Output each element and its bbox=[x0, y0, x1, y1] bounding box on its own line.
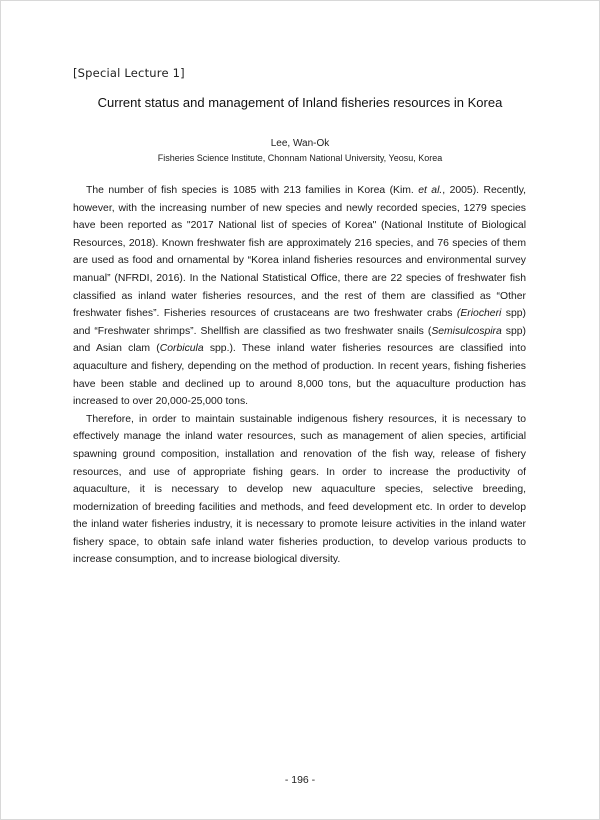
author-affiliation: Fisheries Science Institute, Chonnam National University, Yeosu, Korea bbox=[157, 153, 443, 163]
author-name: Lee, Wan-Ok bbox=[270, 138, 330, 149]
page-number: - 196 - bbox=[284, 774, 316, 786]
paragraph-1-italic-d: Corbicula bbox=[159, 343, 204, 355]
paragraph-1-text-c: spp) and “Freshwater shrimps”. Shellfish are classified as two freshwater snails ( bbox=[73, 308, 526, 337]
paragraph-1-italic-c: Semisulcospira bbox=[431, 325, 502, 337]
paragraph-1 bbox=[73, 182, 526, 411]
paragraph-1-text-b: , 2005). Recently, however, with the increasing number of new species and newly recorded species, 1279 species have been reported as "2017 National list of species of Korea" (National Institute of Biological Resources, 2018). Known freshwater fish are approximately 216 species, and 76 species of them are used as food and ornamental by “Korea inland fisheries resources and environmental survey manual” (NFRDI, 2016). In the National Statistical Office, there are 22 species of freshwater fish classified as inland water fisheries resources, and the rest of them are classified as “Other freshwater fishes”. Fisheries resources of crustaceans are two freshwater crabs bbox=[73, 185, 527, 320]
article-body bbox=[73, 182, 526, 569]
section-tag: [Special Lecture 1] bbox=[73, 66, 185, 80]
paragraph-1-text-d: spp) and Asian clam ( bbox=[73, 325, 526, 355]
paragraph-1-text-e: spp.). These inland water fisheries resources are classified into aquaculture and fishery, depending on the method of production. In recent years, fishing fisheries have been stable and declined up to around 8,000 tons, but the aquaculture production has increased to over 20,000-25,000 tons. bbox=[73, 343, 526, 408]
paragraph-1-italic-b: (Eriocheri bbox=[456, 308, 502, 320]
paragraph-2: Therefore, in order to maintain sustainable indigenous fishery resources, it is necessary to effectively manage the inland water resources, such as management of alien species, artificial spawning ground composition, installation and renovation of the fish way, release of fishery resources, and use of appropriate fishing gears. In order to increase the productivity of aquaculture, it is necessary to develop new aquaculture species, selective breeding, modernization of breeding facilities and methods, and feed development etc. In order to develop the inland water fisheries industry, it is necessary to promote leisure activities in the inland water fishery space, to obtain safe inland water fisheries production, to develop various products to increase consumption, and to increase biological diversity. bbox=[73, 413, 526, 566]
paragraph-1-text-a: The number of fish species is 1085 with 213 families in Korea (Kim. bbox=[86, 185, 419, 196]
paragraph-1-italic-a: et al. bbox=[418, 185, 443, 196]
page-title: Current status and management of Inland fisheries resources in Korea bbox=[97, 95, 503, 110]
